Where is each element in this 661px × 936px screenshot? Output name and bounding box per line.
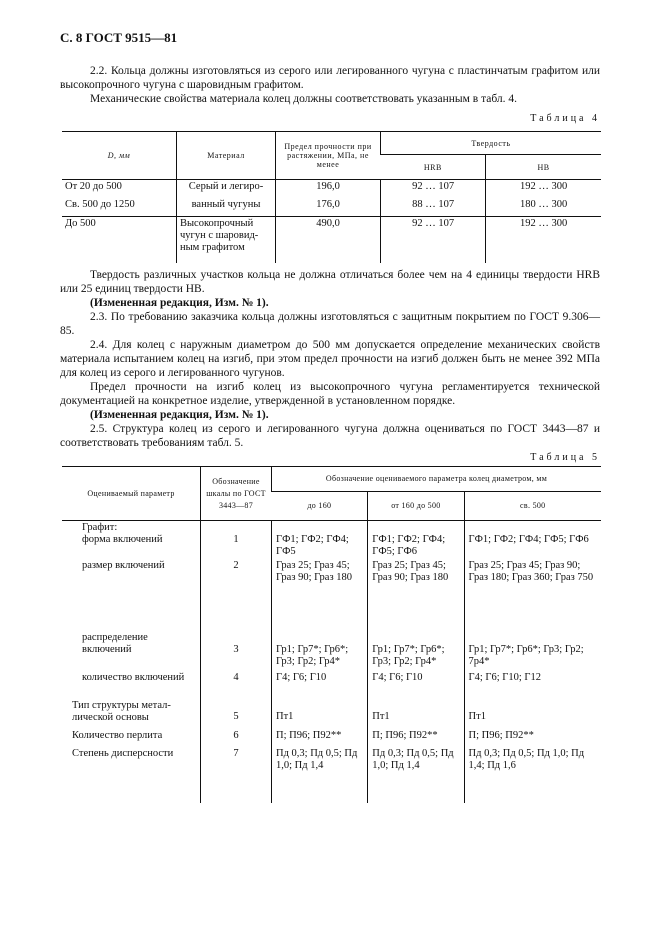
t4-r0-strength: 196,0 — [276, 180, 381, 199]
t5-r5-c2: П; П96; П92** — [368, 729, 464, 747]
t5-r1-c1: Граз 25; Граз 45; Граз 90; Граз 180 — [272, 559, 368, 631]
t5-r5-c3: П; П96; П92** — [464, 729, 601, 747]
t4-r1-hrb: 88 … 107 — [381, 198, 486, 217]
t5-r4-c3: Пт1 — [464, 699, 601, 729]
t5-r2-c3: Гр1; Гр7*; Гр6*; Гр3; Гр2; 7р4* — [464, 631, 601, 671]
t5-r2-param: распределение включений — [82, 632, 148, 655]
t5-h-scale: Обозначение шкалы по ГОСТ 3443—87 — [201, 467, 272, 521]
t5-r4-c1: Пт1 — [272, 699, 368, 729]
t5-h-param: Оцениваемый параметр — [62, 467, 201, 521]
t4-h-material: Материал — [177, 132, 276, 180]
table5-caption: Таблица 5 — [530, 452, 600, 463]
t5-r1-c3: Граз 25; Граз 45; Граз 90; Граз 180; Граз 360; Граз 750 — [464, 559, 601, 631]
t5-r4-scale: 5 — [201, 699, 272, 729]
t4-r2-hrb: 92 … 107 — [381, 217, 486, 264]
t4-r2-strength: 490,0 — [276, 217, 381, 264]
t5-r1-c2: Граз 25; Граз 45; Граз 90; Граз 180 — [368, 559, 464, 631]
t4-r1-hb: 180 … 300 — [486, 198, 601, 217]
t5-r3-c3: Г4; Г6; Г10; Г12 — [464, 671, 601, 699]
table4-caption: Таблица 4 — [530, 113, 600, 124]
t4-r1-material: ванный чугуны — [177, 198, 276, 217]
t5-r3-c2: Г4; Г6; Г10 — [368, 671, 464, 699]
para-mech-props: Механические свойства материала колец должны соответствовать указанным в табл. 4. — [90, 93, 518, 105]
t5-h-c2: от 160 до 500 — [368, 492, 464, 521]
t5-r4-param: Тип структуры метал- лической основы — [72, 700, 171, 723]
t5-r3-scale: 4 — [201, 671, 272, 699]
t5-r2-scale: 3 — [201, 631, 272, 671]
t5-r5-param: Количество перлита — [72, 730, 163, 741]
t4-r1-d: Св. 500 до 1250 — [62, 198, 177, 217]
t5-h-c1: до 160 — [272, 492, 368, 521]
para-hardness-variation: Твердость различных участков кольца не должна отличаться более чем на 4 единицы твердости HRB или 25 единиц твердости HB. — [60, 269, 600, 295]
t4-r0-material: Серый и легиро- — [177, 180, 276, 199]
edit-note-1: (Измененная редакция, Изм. № 1). — [90, 297, 269, 309]
t4-r0-d: От 20 до 500 — [65, 181, 122, 192]
para-2-4: 2.4. Для колец с наружным диаметром до 500 мм допускается определение механических свойств материала испытанием колец на изгиб, при этом предел прочности на изгиб должен быть не менее 392 МПа для колец из серого и легированного чугунов. — [60, 339, 600, 379]
t5-r5-scale: 6 — [201, 729, 272, 747]
t4-r2-material: Высокопрочный чугун с шаровид-ным графитом — [177, 217, 276, 264]
edit-note-2: (Измененная редакция, Изм. № 1). — [90, 409, 269, 421]
t5-r3-param: количество включений — [82, 672, 185, 683]
t5-r0-c1: ГФ1; ГФ2; ГФ4; ГФ5 — [272, 521, 368, 560]
t5-r0-c2: ГФ1; ГФ2; ГФ4; ГФ5; ГФ6 — [368, 521, 464, 560]
t4-h-strength: Предел прочности при растяжении, МПа, не менее — [276, 132, 381, 180]
para-2-5: 2.5. Структура колец из серого и легированного чугуна должна оцениваться по ГОСТ 3443—87 и соответствовать требованиям табл. 5. — [60, 423, 600, 449]
t4-h-hrb: HRB — [381, 155, 486, 180]
t4-r2-d: До 500 — [65, 218, 96, 229]
table4 — [62, 131, 601, 263]
t5-r2-c2: Гр1; Гр7*; Гр6*; Гр3; Гр2; Гр4* — [368, 631, 464, 671]
t5-r3-c1: Г4; Г6; Г10 — [272, 671, 368, 699]
t5-r2-c1: Гр1; Гр7*; Гр6*; Гр3; Гр2; Гр4* — [272, 631, 368, 671]
para-bend-strength: Предел прочности на изгиб колец из высокопрочного чугуна регламентируется технической документацией на конкретное изделие, утвержденной в установленном порядке. — [60, 381, 600, 407]
t4-h-d: D, мм — [62, 132, 177, 180]
table5 — [62, 466, 601, 803]
t4-r0-hb: 192 … 300 — [486, 180, 601, 199]
t5-r5-c1: П; П96; П92** — [272, 729, 368, 747]
t5-r1-param: размер включений — [82, 560, 165, 571]
page-header: С. 8 ГОСТ 9515—81 — [60, 30, 178, 45]
t5-h-c3: св. 500 — [464, 492, 601, 521]
t5-r6-c2: Пд 0,3; Пд 0,5; Пд 1,0; Пд 1,4 — [368, 747, 464, 803]
t5-r6-scale: 7 — [201, 747, 272, 803]
t5-h-designation: Обозначение оцениваемого параметра колец диаметром, мм — [272, 467, 602, 492]
para-2-2: 2.2. Кольца должны изготовляться из серого или легированного чугуна с пластинчатым графитом или высокопрочного чугуна с шаровидным графитом. — [60, 65, 600, 91]
para-2-3: 2.3. По требованию заказчика кольца должны изготовляться с защитным покрытием по ГОСТ 9.306—85. — [60, 311, 600, 337]
t4-r2-hb: 192 … 300 — [486, 217, 601, 264]
t5-r6-c1: Пд 0,3; Пд 0,5; Пд 1,0; Пд 1,4 — [272, 747, 368, 803]
t4-h-hb: HB — [486, 155, 601, 180]
t5-r0-c3: ГФ1; ГФ2; ГФ4; ГФ5; ГФ6 — [464, 521, 601, 560]
t4-r0-hrb: 92 … 107 — [381, 180, 486, 199]
t5-r4-c2: Пт1 — [368, 699, 464, 729]
t4-h-hardness: Твердость — [381, 132, 602, 155]
t5-r6-param: Степень дисперсности — [72, 748, 174, 759]
t4-r1-strength: 176,0 — [276, 198, 381, 217]
t5-r0-param: Графит: форма включений — [82, 522, 163, 545]
t5-r0-scale: 1 — [201, 521, 272, 560]
t5-r1-scale: 2 — [201, 559, 272, 631]
t5-r6-c3: Пд 0,3; Пд 0,5; Пд 1,0; Пд 1,4; Пд 1,6 — [464, 747, 601, 803]
